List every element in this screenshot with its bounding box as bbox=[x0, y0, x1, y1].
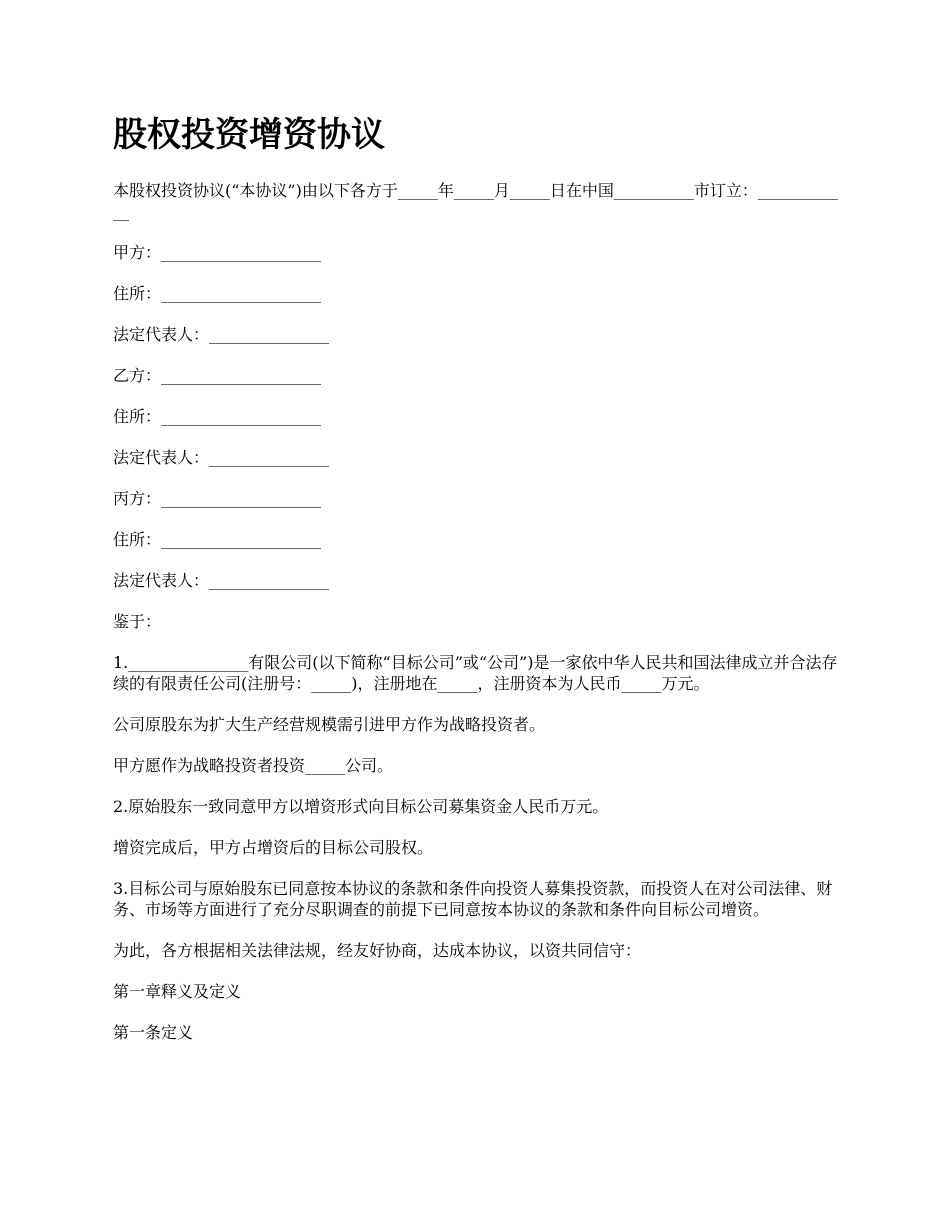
recital-3-paragraph: 3.目标公司与原始股东已同意按本协议的条款和条件向投资人募集投资款，而投资人在对公司法律、财务、市场等方面进行了充分尽职调查的前提下已同意按本协议的条款和条件向目标公司增资。 bbox=[113, 879, 833, 919]
party-b-line: 乙方：____________________ bbox=[113, 366, 322, 385]
party-c-line: 丙方：____________________ bbox=[113, 489, 322, 508]
recital-investor-paragraph: 甲方愿作为战略投资者投资_____公司。 bbox=[113, 756, 394, 775]
party-c-address-line: 住所：____________________ bbox=[113, 530, 322, 549]
party-b-representative-line: 法定代表人：_______________ bbox=[113, 448, 330, 467]
recital-2-paragraph: 2.原始股东一致同意甲方以增资形式向目标公司募集资金人民币万元。 bbox=[113, 797, 609, 816]
recital-shareholders-paragraph: 公司原股东为扩大生产经营规模需引进甲方作为战略投资者。 bbox=[113, 715, 546, 734]
document-title: 股权投资增资协议 bbox=[113, 115, 385, 155]
agreement-statement-paragraph: 为此，各方根据相关法律法规，经友好协商，达成本协议，以资共同信守： bbox=[113, 941, 642, 960]
recital-1-paragraph: 1._______________有限公司(以下简称“目标公司”或“公司”)是一家依中华人民共和国法律成立并合法存续的有限责任公司(注册号：_____)，注册地在_____，注册资本为人民币_____万元。 bbox=[113, 653, 838, 693]
party-b-address-line: 住所：____________________ bbox=[113, 407, 322, 426]
article-1-heading: 第一条定义 bbox=[113, 1023, 194, 1042]
recital-equity-paragraph: 增资完成后，甲方占增资后的目标公司股权。 bbox=[113, 838, 434, 857]
whereas-heading: 鉴于： bbox=[113, 612, 162, 631]
chapter-1-heading: 第一章释义及定义 bbox=[113, 982, 242, 1001]
party-c-representative-line: 法定代表人：_______________ bbox=[113, 571, 330, 590]
party-a-line: 甲方：____________________ bbox=[113, 243, 322, 262]
preamble-paragraph: 本股权投资协议(“本协议”)由以下各方于_____年_____月_____日在中国__________市订立：____________ bbox=[113, 181, 838, 221]
party-a-representative-line: 法定代表人：_______________ bbox=[113, 325, 330, 344]
party-a-address-line: 住所：____________________ bbox=[113, 284, 322, 303]
document-body bbox=[113, 110, 843, 1063]
